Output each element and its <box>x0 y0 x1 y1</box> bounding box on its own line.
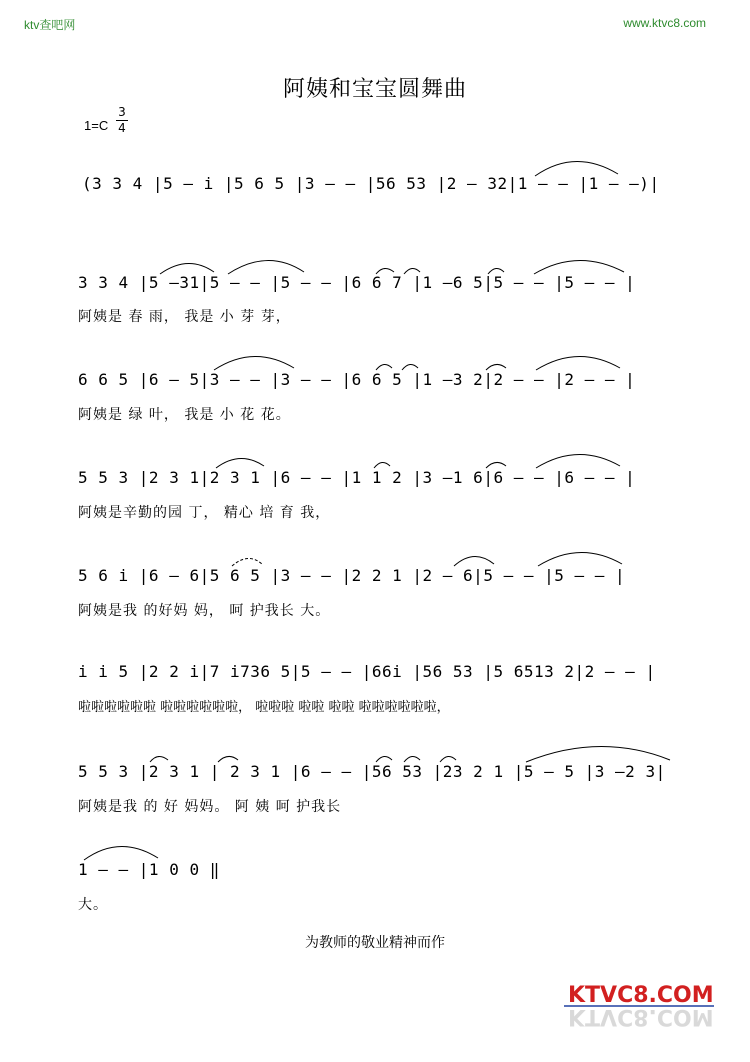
slur-system-1 <box>530 150 690 180</box>
lyrics-system-2: 阿姨是 春 雨， 我是 小 芽 芽， <box>78 309 291 325</box>
lyrics-system-4: 阿姨是辛勤的园 丁， 精心 培 育 我， <box>78 505 331 521</box>
score-system-3-notes: 6 6 5 |6 – 5|3 – – |3 – – |6 6 5 |1 –3 2|2 – – |2 – – | <box>78 370 636 389</box>
slurs-system-2 <box>158 250 698 278</box>
slurs-system-4 <box>212 444 692 472</box>
lyrics-system-8: 大。 <box>78 897 108 913</box>
score-system-2-notes: 3 3 4 |5 –31|5 – – |5 – – |6 6 7 |1 –6 5|5 – – |5 – – | <box>78 273 636 292</box>
site-name-left: ktv查吧网 <box>24 18 76 32</box>
slurs-system-3 <box>210 346 690 374</box>
score-system-4-notes: 5 5 3 |2 3 1|2 3 1 |6 – – |1 1 2 |3 –1 6|6 – – |6 – – | <box>78 468 636 487</box>
lyrics-system-5: 阿姨是我 的好妈 妈， 呵 护我长 大。 <box>78 603 331 619</box>
score-system-5-notes: 5 6 i |6 – 6|5 6 5 |3 – – |2 2 1 |2 – 6|5 – – |5 – – | <box>78 566 626 585</box>
footer-note: 为教师的敬业精神而作 <box>305 935 445 951</box>
slurs-system-7 <box>140 736 700 766</box>
site-url-right: www.ktvc8.com <box>623 16 706 30</box>
logo-reflection: KTVC8.COM <box>568 1004 714 1029</box>
score-system-6-notes: i i 5 |2 2 i|7 i736 5|5 – – |66i |56 53 |5 6513 2|2 – – | <box>78 662 656 681</box>
key-signature: 1=C <box>84 118 109 133</box>
score-system-8-notes: 1 – – |1 0 0 ‖ <box>78 860 220 879</box>
time-signature <box>116 106 128 135</box>
score-system-7-notes: 5 5 3 |2 3 1 | 2 3 1 |6 – – |56 53 |23 2 1 |5 – 5 |3 –2 3| <box>78 762 666 781</box>
time-signature-bottom: 4 <box>118 121 126 135</box>
lyrics-system-3: 阿姨是 绿 叶， 我是 小 花 花。 <box>78 407 291 423</box>
score-system-1-notes: (3 3 4 |5 – i |5 6 5 |3 – – |56 53 |2 – 32|1 – – |1 – –)| <box>82 174 660 193</box>
logo-text: KTVC8.COM <box>568 983 714 1008</box>
time-signature-top: 3 <box>118 105 126 119</box>
lyrics-system-7: 阿姨是我 的 好 妈妈。 阿 姨 呵 护我长 <box>78 799 342 815</box>
lyrics-system-6: 啦啦啦啦啦啦 啦啦啦啦啦啦， 啦啦啦 啦啦 啦啦 啦啦啦啦啦啦， <box>78 700 450 715</box>
slurs-system-8 <box>80 834 220 864</box>
ktvc8-logo <box>564 980 714 1030</box>
song-title: 阿姨和宝宝圆舞曲 <box>282 77 467 102</box>
slurs-system-5 <box>230 542 690 570</box>
